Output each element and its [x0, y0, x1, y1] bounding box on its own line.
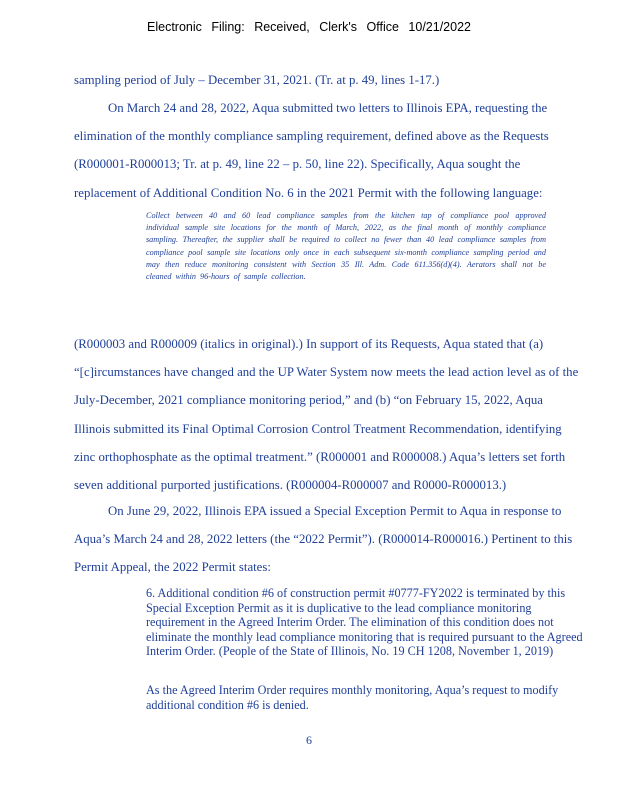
- permit-quote-denial: As the Agreed Interim Order requires monthly monitoring, Aqua’s request to modify additional condition #6 is denied.: [146, 683, 559, 712]
- page-number: 6: [306, 733, 312, 747]
- filing-header: Electronic Filing: Received, Clerk's Office 10/21/2022: [147, 20, 471, 34]
- paragraph-march-letters: On March 24 and 28, 2022, Aqua submitted two letters to Illinois EPA, requesting the elimination of the monthly compliance sampling requirement, defined above as the Requests (R000001-R000013; Tr. at p. 49, line 22 – p. 50, line 22). Specifically, Aqua sought the replacement of Additional Condition No. 6 in the 2021 Permit with the following language:: [74, 101, 549, 200]
- paragraph-sampling-period: sampling period of July – December 31, 2021. (Tr. at p. 49, lines 1-17.): [74, 73, 440, 87]
- paragraph-special-exception-permit: On June 29, 2022, Illinois EPA issued a Special Exception Permit to Aqua in response to Aqua’s March 24 and 28, 2022 letters (the “2022 Permit”). (R000014-R000016.) Pertinent to this Permit Appeal, the 2022 Permit states:: [74, 504, 573, 575]
- paragraph-support-of-requests: (R000003 and R000009 (italics in original).) In support of its Requests, Aqua stated that (a) “[c]ircumstances have changed and the UP Water System now meets the lead action level as of the July-December, 2021 compliance monitoring period,” and (b) “on February 15, 2022, Aqua Illinois submitted its Final Optimal Corrosion Control Treatment Recommendation, identifying zinc orthophosphate as the optimal treatment.” (R000001 and R000008.) Aqua’s letters set forth seven additional purported justifications. (R000004-R000007 and R0000-R000013.): [74, 337, 579, 493]
- requested-language-quote: Collect between 40 and 60 lead compliance samples from the kitchen tap of compliance pool approved individual sample site locations for the month of March, 2022, as the final month of monthly compliance sampling. Thereafter, the supplier shall be required to collect no fewer than 40 lead compliance samples from compliance pool sample site locations only once in each subsequent six-month compliance sampling period and may then reduce monitoring consistent with Section 35 Ill. Adm. Code 611.356(d)(4). Aerators shall not be cleaned within 96-hours of sample collection.: [146, 211, 546, 282]
- permit-quote-condition-6: 6. Additional condition #6 of construction permit #0777-FY2022 is terminated by this Special Exception Permit as it is duplicative to the lead compliance monitoring requirement in the Agreed Interim Order. The elimination of this condition does not eliminate the monthly lead compliance monitoring that is required pursuant to the Agreed Interim Order. (People of the State of Illinois, No. 19 CH 1208, November 1, 2019): [146, 586, 583, 659]
